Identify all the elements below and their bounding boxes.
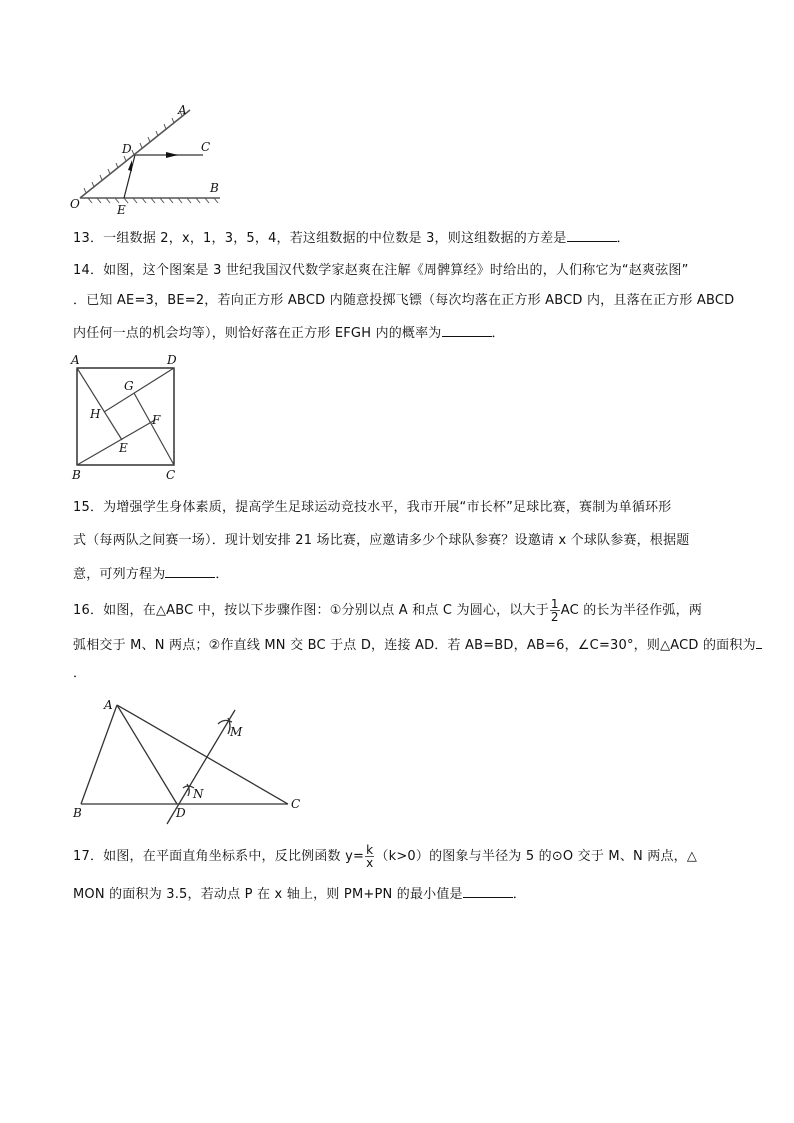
label-C: C	[291, 797, 301, 811]
question-number: 13．	[73, 231, 104, 246]
label-D: D	[176, 806, 186, 820]
question-15-line-2: 式（每两队之间赛一场）．现计划安排 21 场比赛，应邀请多少个球队参赛？设邀请 x 个球队参赛，根据题	[73, 533, 690, 548]
question-14-line-2: ．已知 AE=3，BE=2，若向正方形 ABCD 内随意投掷飞镖（每次均落在正方形 ABCD 内，且落在正方形 ABCD	[73, 293, 735, 308]
label-N: N	[193, 787, 204, 801]
label-C: C	[201, 140, 211, 154]
answer-blank	[463, 885, 513, 898]
label-B: B	[210, 181, 219, 195]
label-E: E	[117, 203, 126, 217]
question-number: 16．	[73, 603, 104, 618]
label-F: F	[152, 413, 161, 427]
question-17-line-2: MON 的面积为 3.5，若动点 P 在 x 轴上，则 PM+PN 的最小值是 ．	[73, 887, 526, 902]
question-14-line-3: 内任何一点的机会均等），则恰好落在正方形 EFGH 内的概率为 ．	[73, 326, 505, 341]
fraction-k-over-x: $\frac{k}{x}$	[366, 843, 374, 870]
label-D: D	[122, 142, 132, 156]
label-M: M	[230, 725, 243, 739]
question-14-line-1: 14．如图，这个图案是 3 世纪我国汉代数学家赵爽在注解《周髀算经》时给出的，人们称它为“赵爽弦图”	[73, 263, 689, 278]
question-number: 15．	[73, 500, 104, 515]
question-15-line-1: 15．为增强学生身体素质，提高学生足球运动竞技水平，我市开展“市长杯”足球比赛，赛制为单循环形	[73, 500, 672, 515]
fraction-one-half: $\frac{1}{2}$	[550, 597, 559, 624]
label-E: E	[119, 441, 128, 455]
label-D: D	[167, 353, 177, 367]
question-13: 13．一组数据 2，x，1，3，5，4，若这组数据的中位数是 3，则这组数据的方差是 ．	[73, 231, 630, 246]
question-16-line-1: 16．如图，在△ABC 中，按以下步骤作图：①分别以点 A 和点 C 为圆心，以大于 $\frac{1}{2}$ AC 的长为半径作弧，两	[73, 597, 703, 624]
question-17-line-1: 17．如图，在平面直角坐标系中，反比例函数 y= $\frac{k}{x}$ （k>0）的图象与半径为 5 的⊙O 交于 M、N 两点，△	[73, 843, 698, 870]
question-16-line-2: 弧相交于 M、N 两点；②作直线 MN 交 BC 于点 D，连接 AD．若 AB=BD，AB=6，∠C=30°，则△ACD 的面积为	[73, 636, 762, 654]
label-B: B	[73, 806, 82, 820]
label-B: B	[72, 468, 81, 482]
question-16-line-3: ．	[73, 666, 87, 681]
label-O: O	[70, 197, 80, 211]
question-text: 一组数据 2，x，1，3，5，4，若这组数据的中位数是 3，则这组数据的方差是	[103, 231, 567, 246]
label-A: A	[178, 103, 187, 117]
label-C: C	[166, 468, 176, 482]
question-number: 17．	[73, 849, 104, 864]
question-15-line-3: 意，可列方程为 ．	[73, 567, 229, 582]
question-number: 14．	[73, 263, 104, 278]
label-G: G	[124, 379, 134, 393]
label-H: H	[90, 407, 101, 421]
label-A: A	[71, 353, 80, 367]
label-A: A	[104, 698, 113, 712]
